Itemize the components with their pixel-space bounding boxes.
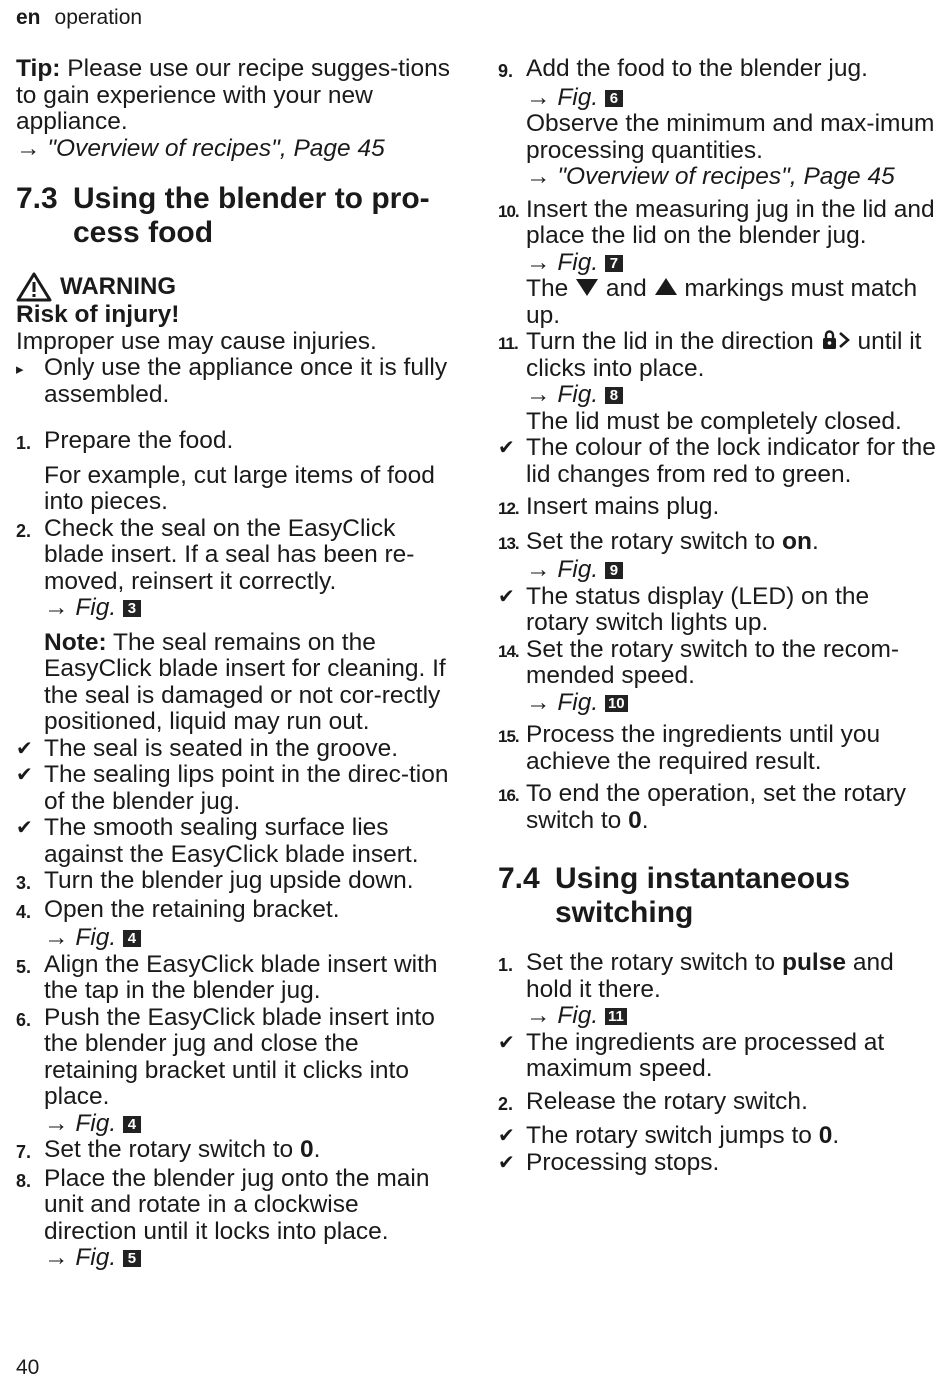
figure-ref: → Fig. 11 <box>526 1003 938 1030</box>
step-15: 15. Process the ingredients until you achieve the required result. <box>498 721 881 775</box>
section-7-4-heading: 7.4 Using instantaneous switching <box>498 862 938 930</box>
tip-text: Please use our recipe sugges-tions to gain experience with your new appliance. <box>16 55 450 135</box>
step-9: 9. Add the food to the blender jug. <box>498 55 868 82</box>
section-name: operation <box>54 6 143 29</box>
figure-ref: → Fig. 4 <box>44 1111 456 1138</box>
page-number: 40 <box>16 1356 40 1379</box>
step-9-detail: Observe the minimum and max-imum processing quantities. <box>526 110 935 164</box>
triangle-up-icon <box>654 277 678 297</box>
step-4: 4. Open the retaining bracket. <box>16 895 340 923</box>
page-header <box>16 6 142 30</box>
tip-block <box>16 56 456 162</box>
step-8: 8. Place the blender jug onto the main unit and rotate in a clockwise direction until it locks into place. <box>16 1164 430 1245</box>
step-1-detail: For example, cut large items of food into pieces. <box>44 461 435 515</box>
step-11-detail: The lid must be completely closed. <box>526 407 902 435</box>
right-column <box>498 56 938 1176</box>
check-item: ✔ The colour of the lock indicator for the lid changes from red to green. <box>498 434 936 488</box>
warning-risk: Risk of injury! <box>16 301 180 328</box>
warning-heading: WARNING <box>16 272 456 302</box>
step-2: 2. Check the seal on the EasyClick blade insert. If a seal has been re-moved, reinsert it correctly. <box>16 514 415 595</box>
warning-triangle-icon <box>16 272 52 302</box>
recipes-reference: → "Overview of recipes", Page 45 <box>526 163 895 190</box>
figure-ref: → Fig. 4 <box>44 925 456 952</box>
section-7-3-heading: 7.3 Using the blender to pro-cess food <box>16 182 456 250</box>
step-16: 16. To end the operation, set the rotary switch to 0. <box>498 780 906 834</box>
figure-ref: → Fig. 7 <box>526 250 938 277</box>
figure-ref: → Fig. 8 <box>526 382 938 409</box>
step-11: 11. Turn the lid in the direction until it clicks into place. <box>498 328 922 382</box>
figure-ref: → Fig. 6 <box>526 85 938 112</box>
check-item: ✔ The ingredients are processed at maximum speed. <box>498 1028 885 1082</box>
note-block: Note: The seal remains on the EasyClick blade insert for cleaning. If the seal is damaged or not cor-rectly positioned, liquid may run out. <box>44 628 446 735</box>
step-14: 14. Set the rotary switch to the recom-mended speed. <box>498 635 900 689</box>
step-2: 2. Release the rotary switch. <box>498 1087 808 1115</box>
step-3: 3. Turn the blender jug upside down. <box>16 867 414 894</box>
language-code: en <box>16 6 41 29</box>
step-13: 13. Set the rotary switch to on. <box>498 527 819 555</box>
figure-ref: → Fig. 3 <box>44 595 456 622</box>
check-item: ✔ The status display (LED) on the rotary switch lights up. <box>498 582 870 636</box>
step-7: 7. Set the rotary switch to 0. <box>16 1136 321 1163</box>
tip-label: Tip: <box>16 55 61 82</box>
step-1: 1. Prepare the food. <box>16 427 234 454</box>
section-title: Using the blender to pro-cess food <box>73 182 430 249</box>
figure-ref: → Fig. 9 <box>526 557 938 584</box>
section-title: Using instantaneous switching <box>555 862 851 929</box>
marking-note: The and markings must match up. <box>526 275 918 329</box>
check-item: ✔ The seal is seated in the groove. <box>16 734 399 762</box>
triangle-down-icon <box>575 277 599 297</box>
figure-ref: → Fig. 10 <box>526 690 938 717</box>
figure-ref: → Fig. 5 <box>44 1245 456 1272</box>
check-item: ✔ The rotary switch jumps to 0. <box>498 1122 840 1149</box>
step-12: 12. Insert mains plug. <box>498 493 720 520</box>
tip-reference: → "Overview of recipes", Page 45 <box>16 134 385 162</box>
left-column <box>16 56 456 1272</box>
step-6: 6. Push the EasyClick blade insert into the blender jug and close the retaining bracket until it clicks into place. <box>16 1003 435 1110</box>
warning-bullet: ▸ Only use the appliance once it is fully assembled. <box>16 354 448 408</box>
check-item: ✔ Processing stops. <box>498 1148 720 1176</box>
step-1: 1. Set the rotary switch to pulse and hold it there. <box>498 949 894 1003</box>
check-item: ✔ The sealing lips point in the direc-tion of the blender jug. <box>16 761 449 815</box>
step-5: 5. Align the EasyClick blade insert with the tap in the blender jug. <box>16 950 438 1004</box>
check-item: ✔ The smooth sealing surface lies against the EasyClick blade insert. <box>16 814 419 868</box>
warning-text: Improper use may cause injuries. <box>16 327 377 355</box>
step-10: 10. Insert the measuring jug in the lid and place the lid on the blender jug. <box>498 195 935 249</box>
lock-direction-icon <box>821 329 851 351</box>
